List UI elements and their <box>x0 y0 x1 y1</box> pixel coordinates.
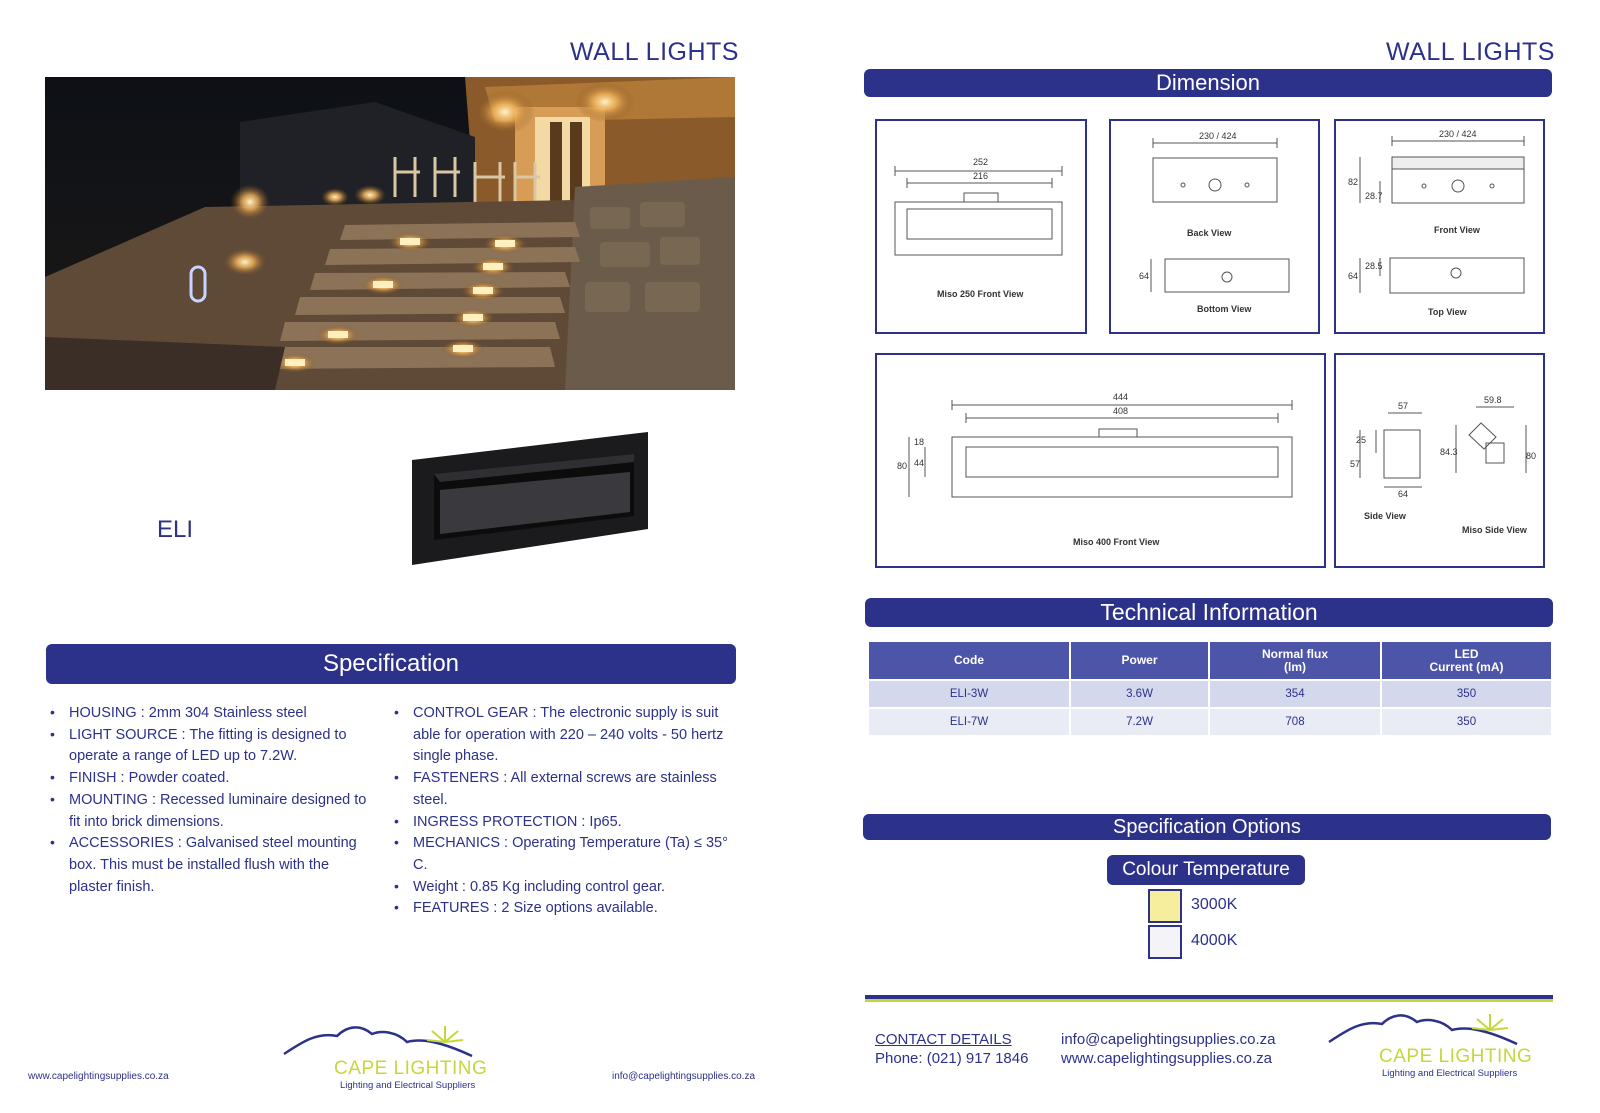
contact-heading: CONTACT DETAILS <box>875 1031 1012 1048</box>
dim-value: 80 <box>1526 451 1537 461</box>
drawing-label: Side View <box>1364 511 1406 521</box>
dim-value: 18 <box>914 437 925 447</box>
specification-options-header: Specification Options <box>863 814 1551 840</box>
dim-value: 57 <box>1398 401 1409 411</box>
dim-value: 64 <box>1348 271 1359 281</box>
contact-email[interactable]: info@capelightingsupplies.co.za <box>1061 1031 1276 1048</box>
dim-value: 230 / 424 <box>1439 129 1477 139</box>
drawing-miso250-front <box>875 119 1087 334</box>
drawing-front-top <box>1334 119 1545 334</box>
dim-value: 252 <box>973 157 989 167</box>
contact-phone: Phone: (021) 917 1846 <box>875 1050 1029 1067</box>
drawing-label: Miso Side View <box>1462 525 1527 535</box>
swatch-3000k <box>1148 889 1182 923</box>
specification-header: Specification <box>46 644 736 684</box>
spec-item: • ACCESSORIES : Galvanised steel mounting box. This must be installed flush with the plaster finish. <box>45 833 375 898</box>
drawing-label: Top View <box>1428 307 1467 317</box>
logo-tagline: Lighting and Electrical Suppliers <box>340 1080 476 1091</box>
drawing-label: Front View <box>1434 225 1480 235</box>
cape-lighting-logo <box>282 1022 492 1092</box>
spec-item: • FINISH : Powder coated. <box>45 768 375 790</box>
swatch-4000k <box>1148 925 1182 959</box>
table-row <box>869 709 1551 735</box>
drawing-back-bottom <box>1109 119 1320 334</box>
table-cell: 350 <box>1382 681 1551 707</box>
dim-value: 408 <box>1113 406 1129 416</box>
table-header-code: Code <box>869 642 1069 679</box>
spec-item: • LIGHT SOURCE : The fitting is designed to operate a range of LED up to 7.2W. <box>45 725 375 768</box>
table-cell: 7.2W <box>1071 709 1208 735</box>
dim-value: 230 / 424 <box>1199 131 1237 141</box>
spec-item: • FASTENERS : All external screws are stainless steel. <box>389 768 739 811</box>
dim-value: 25 <box>1356 435 1367 445</box>
drawing-label: Back View <box>1187 228 1232 238</box>
table-cell: ELI-3W <box>869 681 1069 707</box>
logo-name: CAPE LIGHTING <box>334 1058 488 1079</box>
logo-name: CAPE LIGHTING <box>1379 1046 1533 1067</box>
spec-item: • HOUSING : 2mm 304 Stainless steel <box>45 703 375 725</box>
technical-table <box>867 640 1553 737</box>
footer-email: info@capelightingsupplies.co.za <box>612 1071 756 1082</box>
divider-green <box>865 999 1553 1002</box>
drawing-label: Miso 250 Front View <box>937 289 1024 299</box>
option-4000k-label: 4000K <box>1191 932 1238 949</box>
spec-item: • FEATURES : 2 Size options available. <box>389 898 739 920</box>
dim-value: 444 <box>1113 392 1129 402</box>
table-cell: 354 <box>1210 681 1380 707</box>
technical-information-header: Technical Information <box>865 598 1553 627</box>
drawing-miso400-front <box>875 353 1326 568</box>
dim-value: 216 <box>973 171 989 181</box>
dim-value: 59.8 <box>1484 395 1502 405</box>
spec-item: • INGRESS PROTECTION : Ip65. <box>389 812 739 834</box>
logo-tagline: Lighting and Electrical Suppliers <box>1382 1068 1518 1079</box>
spec-item: • MOUNTING : Recessed luminaire designed to fit into brick dimensions. <box>45 790 375 833</box>
dim-value: 64 <box>1398 489 1409 499</box>
table-row <box>869 681 1551 707</box>
table-cell: 708 <box>1210 709 1380 735</box>
spec-item: • CONTROL GEAR : The electronic supply is suit able for operation with 220 – 240 volts - 50 hertz single phase. <box>389 703 739 768</box>
table-cell: 3.6W <box>1071 681 1208 707</box>
dim-value: 28.5 <box>1365 261 1383 271</box>
spec-list-col2 <box>389 703 739 920</box>
dim-value: 80 <box>897 461 908 471</box>
footer-website: www.capelightingsupplies.co.za <box>28 1071 169 1082</box>
drawing-side-views <box>1334 353 1545 568</box>
colour-temperature-header: Colour Temperature <box>1107 855 1305 885</box>
table-cell: 350 <box>1382 709 1551 735</box>
cape-lighting-logo-right <box>1327 1010 1537 1085</box>
dim-value: 57 <box>1350 459 1361 469</box>
product-installation-photo <box>45 77 735 390</box>
contact-website[interactable]: www.capelightingsupplies.co.za <box>1061 1050 1272 1067</box>
dimension-header: Dimension <box>864 69 1552 97</box>
dim-value: 28.7 <box>1365 191 1383 201</box>
table-header-current: LED Current (mA) <box>1382 642 1551 679</box>
drawing-label: Bottom View <box>1197 304 1252 314</box>
spec-item: • MECHANICS : Operating Temperature (Ta) ≤ 35° C. <box>389 833 739 876</box>
spec-item: • Weight : 0.85 Kg including control gear. <box>389 877 739 899</box>
left-page-title: WALL LIGHTS <box>570 38 739 66</box>
spec-list-col1 <box>45 703 375 898</box>
product-name: ELI <box>157 516 194 543</box>
option-3000k-label: 3000K <box>1191 896 1238 913</box>
drawing-label: Miso 400 Front View <box>1073 537 1160 547</box>
dim-value: 84.3 <box>1440 447 1458 457</box>
product-render <box>412 432 652 577</box>
table-header-power: Power <box>1071 642 1208 679</box>
table-cell: ELI-7W <box>869 709 1069 735</box>
right-page-title: WALL LIGHTS <box>1386 38 1555 66</box>
dim-value: 44 <box>914 458 925 468</box>
dim-value: 82 <box>1348 177 1359 187</box>
table-header-flux: Normal flux (lm) <box>1210 642 1380 679</box>
dim-value: 64 <box>1139 271 1150 281</box>
